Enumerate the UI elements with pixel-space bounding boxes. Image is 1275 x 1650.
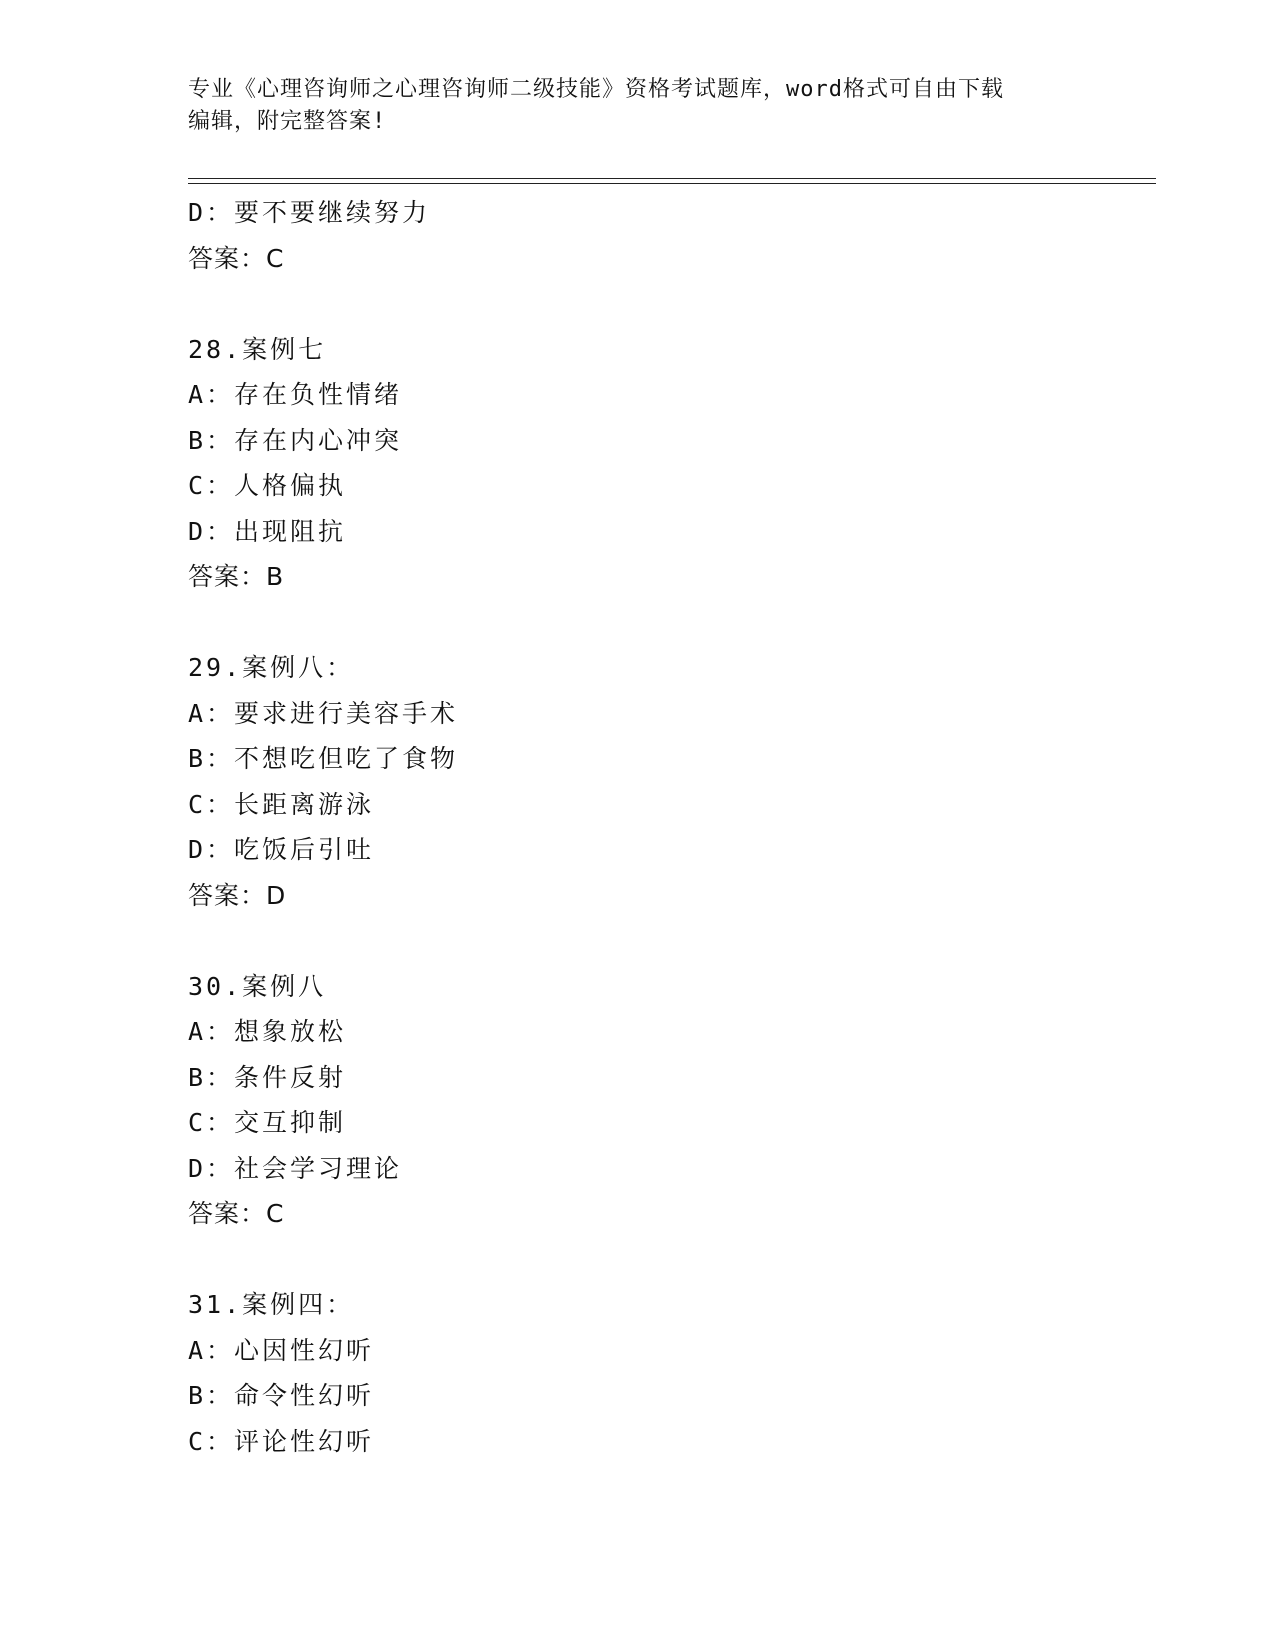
option-c: C：交互抑制 xyxy=(188,1108,347,1137)
option-b: B：条件反射 xyxy=(188,1062,347,1092)
option-d: D：社会学习理论 xyxy=(188,1153,403,1183)
question-stem: 30.案例八 xyxy=(188,971,327,1001)
document-header xyxy=(188,74,1068,138)
option-b: B：存在内心冲突 xyxy=(188,425,403,455)
header-divider-bottom xyxy=(188,183,1156,184)
question-stem: 28.案例七 xyxy=(188,334,327,364)
question-30 xyxy=(188,964,1148,1237)
header-title-line-1: 专业《心理咨询师之心理咨询师二级技能》资格考试题库，word格式可自由下载 xyxy=(188,77,1004,102)
option-c: C：长距离游泳 xyxy=(188,789,375,819)
question-stem: 29.案例八： xyxy=(188,653,355,682)
header-title-line-2: 编辑，附完整答案! xyxy=(188,109,387,134)
question-28 xyxy=(188,327,1148,600)
option-d: D：出现阻抗 xyxy=(188,516,347,546)
option-a: A：想象放松 xyxy=(188,1017,347,1046)
question-29 xyxy=(188,645,1148,918)
question-stem: 31.案例四： xyxy=(188,1290,355,1319)
question-list xyxy=(188,190,1148,1464)
answer-line: 答案：D xyxy=(188,880,287,910)
option-d: D：要不要继续努力 xyxy=(188,198,431,227)
option-b: B：不想吃但吃了食物 xyxy=(188,744,459,773)
answer-line: 答案：C xyxy=(188,1199,285,1228)
option-a: A：心因性幻听 xyxy=(188,1335,375,1365)
answer-line: 答案：B xyxy=(188,562,285,591)
option-c: C：评论性幻听 xyxy=(188,1426,375,1456)
header-divider-top xyxy=(188,178,1156,179)
option-c: C：人格偏执 xyxy=(188,471,347,500)
option-b: B：命令性幻听 xyxy=(188,1381,375,1410)
answer-line: 答案：C xyxy=(188,243,285,273)
question-31 xyxy=(188,1282,1148,1464)
option-d: D：吃饭后引吐 xyxy=(188,835,375,864)
option-a: A：要求进行美容手术 xyxy=(188,698,459,728)
option-a: A：存在负性情绪 xyxy=(188,380,403,409)
